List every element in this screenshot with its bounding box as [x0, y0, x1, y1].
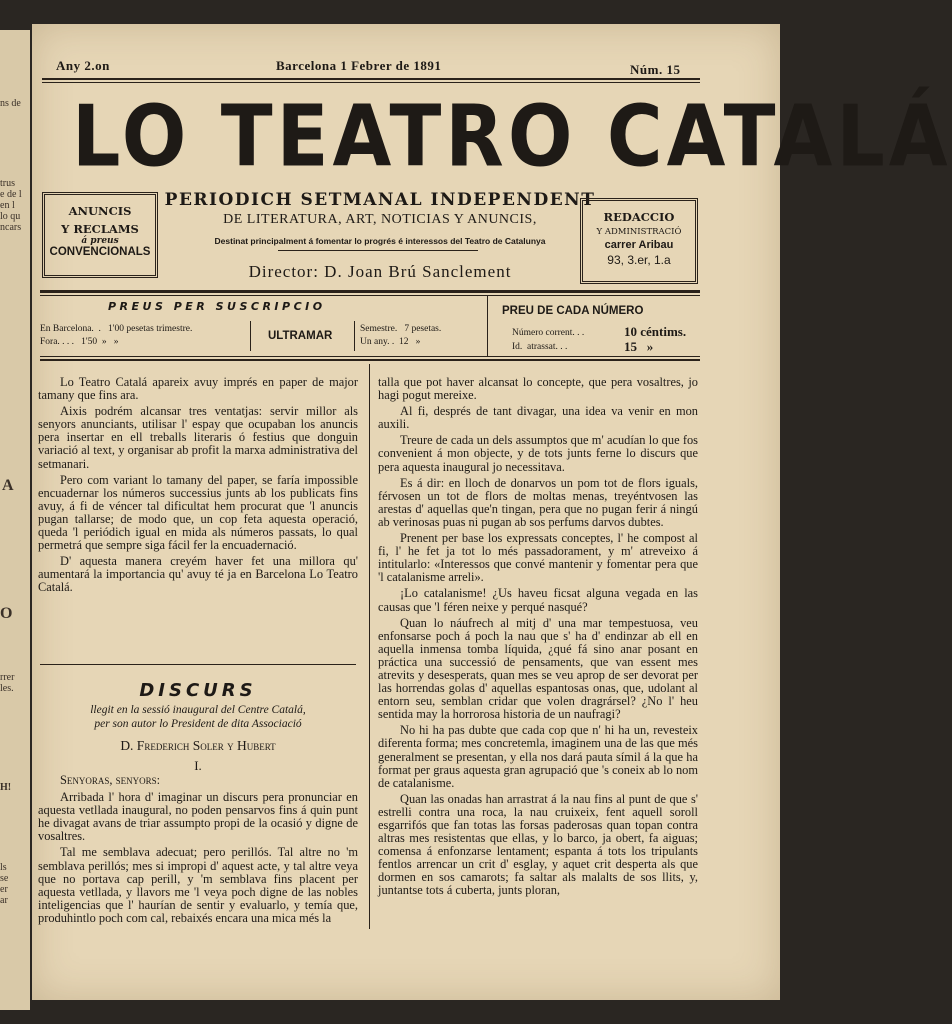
prev-fragment: rrer les.: [0, 672, 15, 694]
prev-fragment: trus e de l en l lo qu ncars: [0, 178, 22, 233]
price-barcelona: En Barcelona. . 1'00 pesetas trimestre.: [40, 324, 193, 334]
redaccio-box: [580, 198, 698, 284]
previous-page-edge: [0, 30, 30, 1010]
redaccio-line: 93, 3.er, 1.a: [607, 253, 671, 267]
price-any: Un any. . 12 »: [360, 337, 421, 347]
right-paragraph: ¡Lo catalanisme! ¿Us haveu ficsat alguna vegada en las causas que 'l féren neixe y perqué nasqué?: [378, 586, 698, 614]
discurs-section: I.: [194, 758, 202, 773]
redaccio-line: REDACCIO: [603, 210, 675, 224]
cada-numero-heading: PREU DE CADA NÚMERO: [502, 305, 644, 317]
intro-paragraph: Pero com variant lo tamany del paper, se faría impossible encuadernar los números successius junts ab los publicats fins avuy, á fi de véncer tal dificultat hem procurat que 'l anuncis pugan tallarse; de modo que, un cop feta aquesta operació, queda 'l periódich igual en mida als números passats, lo qual permetrá que sempre siga fácil fer la encuadernació.: [38, 472, 358, 553]
discurs-paragraph: Arribada l' hora d' imaginar un discurs pera pronunciar en aquesta vetllada inaugural, no poden pensarvos fins á quin punt he divagat avans de triar assumpto propi de la ocasió y digne de vosaltres.: [38, 790, 358, 844]
redaccio-line: carrer Aribau: [604, 239, 674, 251]
right-paragraph: Quan las onadas han arrastrat á la nau fins al punt de que s' estrelli contra una roca, la nau cruixeix, fent aquell soroll esgarrifós que fan totas las forsas paderosas quan topan contra altras mes resistentas que ellas, y lo barco, ja obert, fa aiguas; comensa á enfonzarse lentament; espanta á tots los tripulants fentlos arrencar un crit d' esglay, y aquet crit desperta als que dormen en sos camarots; fa saltar als malalts de sos llits, y, juntantse tots á cuberta, junts ploran,: [378, 791, 698, 898]
ads-line: á preus: [81, 236, 119, 246]
price-atrassat-label: Id. atrassat. . .: [512, 342, 568, 352]
newspaper-page: [32, 24, 952, 1000]
year-label: Any 2.on: [56, 58, 110, 73]
prev-fragment: O: [0, 605, 13, 622]
price-corrent-label: Número corrent. . .: [512, 328, 585, 338]
right-paragraph: Es á dir: en lloch de donarvos un pom tot de flors iguals, férvosen un tot de flors de moltas menas, treyéntvosen las arestas d' aquellas que'n tingan, pera que no pugan ferir á ningú ab verinosas puas ni pugan ab sos perfums darvos dubtes.: [378, 475, 698, 529]
price-corrent-value: 10 céntims.: [624, 324, 687, 339]
date-label: Barcelona 1 Febrer de 1891: [276, 58, 442, 73]
right-paragraph: talla que pot haver alcansat lo concepte, que pera vosaltres, jo hagi pogut mereixe.: [378, 375, 698, 403]
divider: [354, 321, 355, 351]
right-paragraph: Prenent per base los expressats conceptes, l' he compost al fi, l' he fet ja tot lo més passadorament, y m' atreveixo á intitularlo: «Interessos que convé mantenir y fomentar pera que 'l catalanisme arreli».: [378, 531, 698, 585]
discurs-byline: llegit en la sessió inaugural del Centre Catalá,: [90, 704, 306, 716]
column-divider: [369, 364, 370, 929]
ads-line: ANUNCIS: [68, 204, 132, 218]
director-line: Director: D. Joan Brú Sanclement: [248, 262, 512, 281]
masthead-title: LO TEATRO CATALÁ: [72, 86, 952, 186]
discurs-body: [38, 774, 358, 928]
divider: [42, 82, 700, 83]
subtitle: PERIODICH SETMANAL INDEPENDENT: [164, 190, 596, 210]
salutation: Senyoras, senyors:: [60, 773, 161, 787]
ads-line: Y RECLAMS: [61, 222, 139, 236]
prev-fragment: H!: [0, 782, 12, 793]
price-atrassat-value: 15 »: [624, 339, 654, 354]
intro-paragraph: Aixis podrém alcansar tres ventatjas: servir millor als senyors anunciants, utilisar l' espay que ocupaban los anuncis pera insertar en ell treballs literaris ó festius que donguin variació al text, y organisar ab profit la marxa administrativa del setmanari.: [38, 404, 358, 471]
intro-paragraph: D' aquesta manera creyém haver fet una millora qu' aumentará la importancia qu' avuy té ja en Barcelona Lo Teatro Catalá.: [38, 554, 358, 595]
discurs-byline: per son autor lo President de dita Associació: [94, 718, 302, 730]
discurs-author: D. Frederich Soler y Hubert: [120, 738, 276, 753]
price-semestre: Semestre. 7 pesetas.: [360, 324, 442, 334]
issue-number: Núm. 15: [630, 62, 681, 77]
left-column: [38, 376, 358, 598]
subtitle-2: DE LITERATURA, ART, NOTICIAS Y ANUNCIS,: [223, 212, 537, 227]
discurs-heading: DISCURS: [139, 680, 257, 701]
divider: [487, 296, 488, 356]
ads-box: [42, 192, 158, 278]
prices-heading: PREUS PER SUSCRIPCIO: [108, 300, 326, 313]
right-column: [378, 376, 698, 901]
right-paragraph: Al fi, després de tant divagar, una idea va venir en mon auxili.: [378, 404, 698, 432]
divider: [40, 290, 700, 293]
right-paragraph: Quan lo náufrech al mitj d' una mar tempestuosa, veu enfonsarse poch á poch la nau que s' ha d' endinzar ab ell en aquella inmensa tomba líquida, ¿qué fá sino anar posant en práctica una successió de pensaments, que van essent mes atrevits y desesperats, quan mes se veu aprop de ser devorat per las horrendas golas d' aquellas espantosas onas, que, udolant al entorn seu, semblan cridar que volen dragrársel? ¿No l' heu sentida may la horrorosa historia de un naufragi?: [378, 615, 698, 722]
price-fora: Fora. . . . 1'50 » »: [40, 337, 119, 347]
divider: [40, 359, 700, 361]
subtitle-3: Destinat principalment á fomentar lo progrés é interessos del Teatro de Catalunya: [214, 236, 546, 246]
right-paragraph: Treure de cada un dels assumptos que m' acudían lo que fos convenient á mon objecte, y de tots junts ferne lo discurs que pera aquesta inaugural jo necessitava.: [378, 433, 698, 474]
prev-fragment: ls se er ar: [0, 862, 9, 906]
right-paragraph: No hi ha pas dubte que cada cop que n' hi ha un, revesteix diferenta forma; mes concretemla, imaginem una de las que més generalment se presentan, y ella nos dará pauta símil á la que ha format per graus aquesta gran agrupació que 's coneix ab lo nom de catalanisme.: [378, 723, 698, 790]
divider: [250, 321, 251, 351]
divider: [40, 664, 356, 665]
divider: [40, 356, 700, 357]
intro-paragraph: Lo Teatro Catalá apareix avuy imprés en paper de major tamany que fins ara.: [38, 375, 358, 403]
ornament-rule: [278, 250, 478, 251]
redaccio-line: Y ADMINISTRACIÓ: [596, 227, 682, 237]
divider: [42, 78, 700, 80]
ads-line: CONVENCIONALS: [49, 246, 151, 258]
discurs-paragraph: Tal me semblava adecuat; pero perillós. Tal altre no 'm semblava perillós; mes si impropi d' aquest acte, y tal altre veya que no portava cap perill, y 'm semblava fins placent per aquesta vetllada, y llavors me 'l veya poch digne de las nobles inteligencias que l' haurían de sentir y evaluarlo, y temía que, produhintlo poch com cal, rebaixés encara una mica més la: [38, 845, 358, 925]
prev-fragment: ns de: [0, 98, 21, 109]
ultramar-label: ULTRAMAR: [268, 330, 333, 342]
prev-fragment: A: [2, 477, 14, 494]
divider: [40, 295, 700, 296]
